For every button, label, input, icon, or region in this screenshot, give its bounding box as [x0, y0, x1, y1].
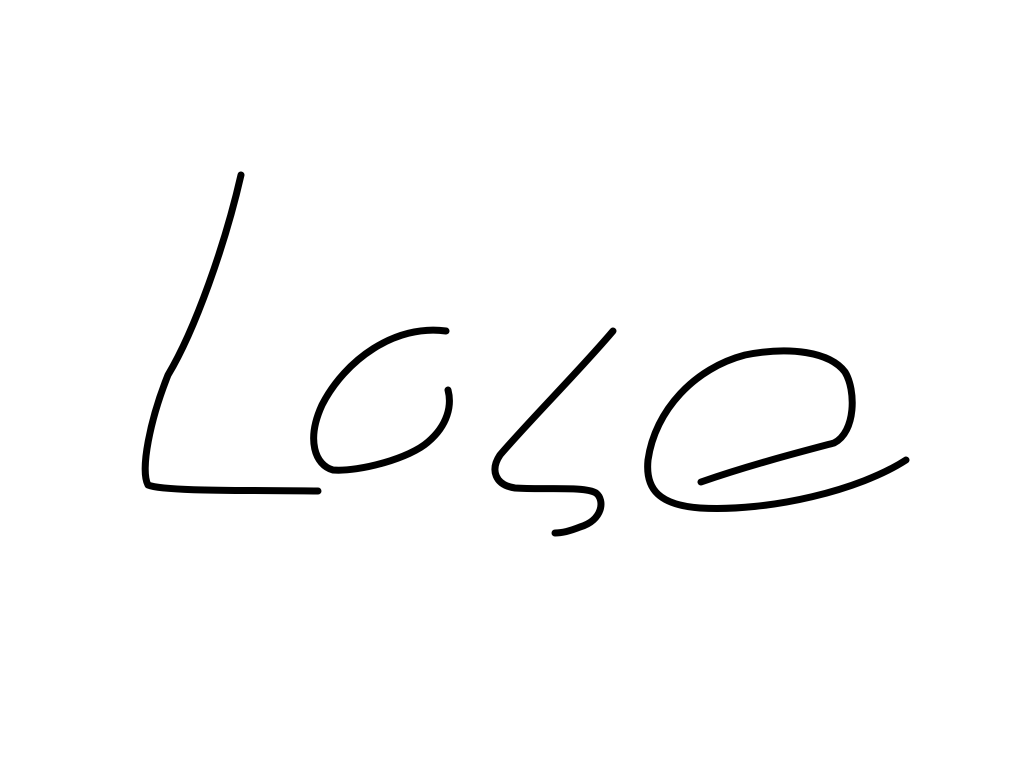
- stroke-letter-e: [648, 351, 906, 509]
- stroke-letter-o: [314, 330, 450, 470]
- stroke-letter-s: [495, 331, 613, 533]
- stroke-letter-l: [145, 175, 318, 491]
